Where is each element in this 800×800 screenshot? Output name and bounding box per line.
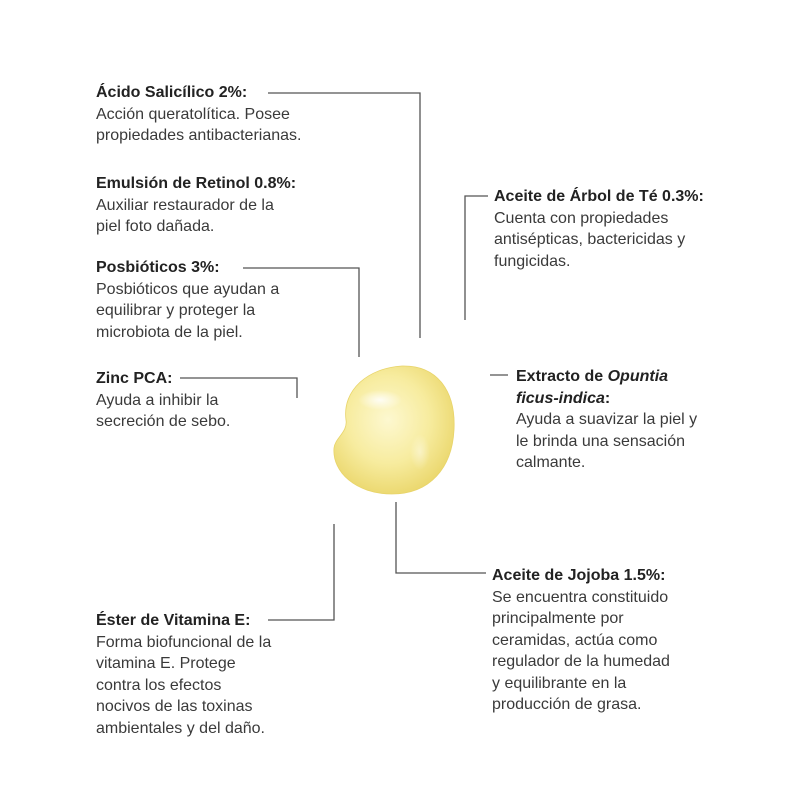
title-species-genus: Opuntia <box>607 368 669 385</box>
callout-desc-line: Auxiliar restaurador de la <box>96 196 274 214</box>
callout-title: Emulsión de Retinol 0.8%: <box>96 175 297 192</box>
callout-desc-line: Se encuentra constituido <box>492 588 669 606</box>
callout-desc-line: Acción queratolítica. Posee <box>96 105 290 123</box>
callout-desc-line: antisépticas, bactericidas y <box>494 231 686 248</box>
callout-desc-line: Ayuda a inhibir la <box>96 391 219 409</box>
callout-desc-line: propiedades antibacterianas. <box>96 127 302 144</box>
callout-desc-line: fungicidas. <box>494 252 571 270</box>
callout-title: Éster de Vitamina E: <box>96 612 251 629</box>
callout-desc-line: vitamina E. Protege <box>96 655 236 672</box>
callout-zinc <box>96 368 346 433</box>
callout-desc-line: equilibrar y proteger la <box>96 302 256 319</box>
leader-jojoba <box>396 502 486 573</box>
callout-desc-line: Ayuda a suavizar la piel y <box>516 411 698 428</box>
callout-title: Aceite de Jojoba 1.5%: <box>492 567 666 584</box>
callout-desc-line: microbiota de la piel. <box>96 323 243 341</box>
callout-desc-line: calmante. <box>516 454 586 471</box>
title-prefix: Extracto de <box>516 368 608 385</box>
callout-desc-line: ceramidas, actúa como <box>492 631 658 649</box>
callout-vitamin-e <box>96 610 386 739</box>
callout-desc-line: contra los efectos <box>96 676 222 694</box>
callout-title: Ácido Salicílico 2%: <box>96 84 248 101</box>
callout-desc-line: secreción de sebo. <box>96 413 231 430</box>
callout-title: Aceite de Árbol de Té 0.3%: <box>494 188 704 205</box>
callout-title: Posbióticos 3%: <box>96 259 220 276</box>
callout-desc-line: Posbióticos que ayudan a <box>96 280 280 298</box>
callout-desc-line: ambientales y del daño. <box>96 719 265 737</box>
callout-retinol <box>96 173 386 238</box>
callout-title-continued <box>516 388 796 410</box>
callout-desc-line: principalmente por <box>492 610 624 627</box>
title-species-epithet: ficus-indica <box>516 389 605 407</box>
callout-salicylic <box>96 82 386 147</box>
callout-desc-line: le brinda una sensación <box>516 432 686 450</box>
callout-desc-line: regulador de la humedad <box>492 653 670 670</box>
callout-tea-tree <box>494 186 794 272</box>
callout-desc-line: nocivos de las toxinas <box>96 698 253 715</box>
callout-postbiotics <box>96 257 386 343</box>
callout-desc-line: y equilibrante en la <box>492 674 627 692</box>
title-suffix: : <box>604 389 611 407</box>
callout-title: Zinc PCA: <box>96 370 173 387</box>
callout-opuntia <box>516 366 796 474</box>
leader-vitamin-e <box>268 524 334 620</box>
callout-desc-line: producción de grasa. <box>492 696 642 713</box>
callout-desc-line: Cuenta con propiedades <box>494 209 669 227</box>
callout-title <box>516 366 796 388</box>
callout-desc-line: piel foto dañada. <box>96 218 215 235</box>
leader-tea-tree <box>465 196 488 320</box>
callout-jojoba <box>492 565 792 716</box>
callout-desc-line: Forma biofuncional de la <box>96 633 272 651</box>
